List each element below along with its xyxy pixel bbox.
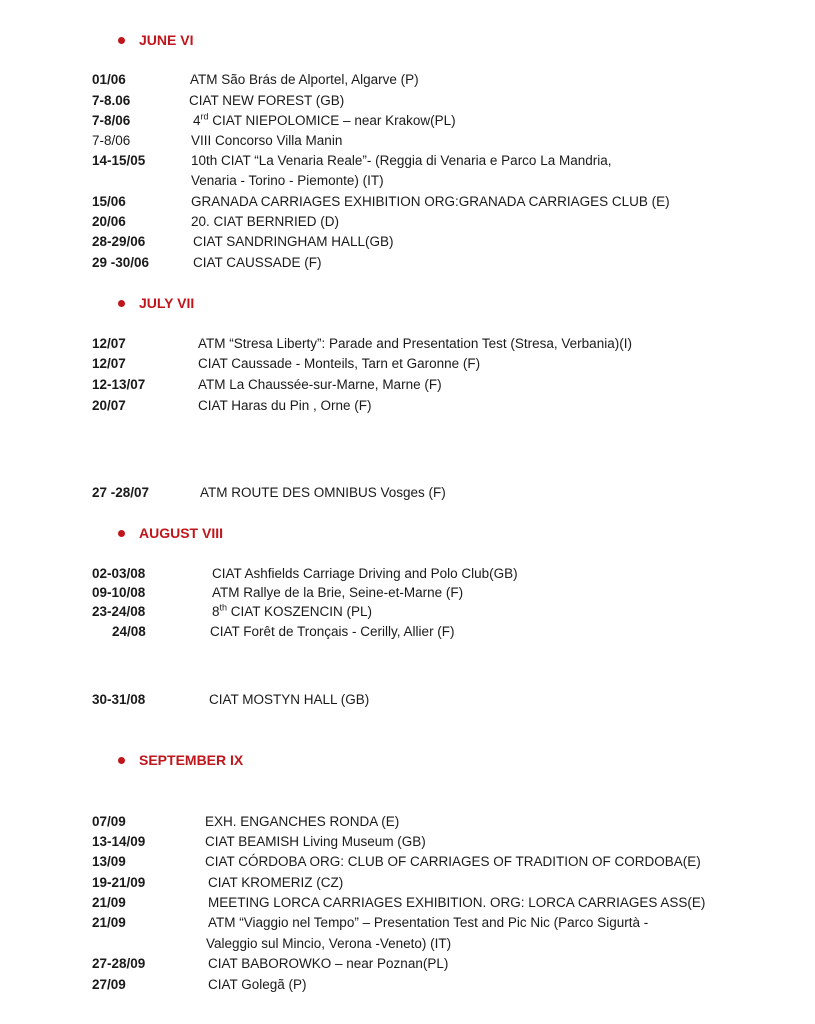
event-date: 01/06: [92, 72, 126, 87]
event-date: 12-13/07: [92, 377, 146, 392]
event-text: CIAT Ashfields Carriage Driving and Polo Club(GB): [212, 566, 518, 581]
event-text: CIAT Caussade - Monteils, Tarn et Garonne (F): [198, 356, 481, 371]
month-heading-september: SEPTEMBER IX: [118, 752, 243, 768]
bullet-icon: [118, 37, 125, 44]
month-heading-june: JUNE VI: [118, 32, 193, 48]
bullet-icon: [118, 300, 125, 307]
event-text: CIAT BABOROWKO – near Poznan(PL): [208, 956, 449, 971]
event-text: 20. CIAT BERNRIED (D): [191, 214, 340, 229]
event-text: 8th CIAT KOSZENCIN (PL): [212, 602, 373, 619]
event-date: 24/08: [112, 624, 146, 639]
event-date: 27-28/09: [92, 956, 146, 971]
event-text: ATM “Viaggio nel Tempo” – Presentation Test and Pic Nic (Parco Sigurtà -: [208, 915, 649, 930]
event-text: ATM “Stresa Liberty”: Parade and Presentation Test (Stresa, Verbania)(I): [198, 336, 632, 351]
event-text: VIII Concorso Villa Manin: [191, 133, 343, 148]
event-date: 12/07: [92, 336, 126, 351]
event-date: 27/09: [92, 977, 126, 992]
event-date: 28-29/06: [92, 234, 146, 249]
event-text: ATM Rallye de la Brie, Seine-et-Marne (F): [212, 585, 464, 600]
event-text: CIAT KROMERIZ (CZ): [208, 875, 344, 890]
event-text: CIAT CAUSSADE (F): [193, 255, 322, 270]
event-text: CIAT BEAMISH Living Museum (GB): [205, 834, 426, 849]
event-text: EXH. ENGANCHES RONDA (E): [205, 814, 400, 829]
event-date: 21/09: [92, 895, 126, 910]
event-text: CIAT SANDRINGHAM HALL(GB): [193, 234, 394, 249]
event-date: 20/06: [92, 214, 126, 229]
event-date: 19-21/09: [92, 875, 146, 890]
event-text: MEETING LORCA CARRIAGES EXHIBITION. ORG: LORCA CARRIAGES ASS(E): [208, 895, 706, 910]
event-date: 20/07: [92, 398, 126, 413]
event-date: 7-8/06: [92, 113, 131, 128]
event-text: 4rd CIAT NIEPOLOMICE – near Krakow(PL): [193, 111, 456, 128]
event-text: ATM La Chaussée-sur-Marne, Marne (F): [198, 377, 442, 392]
month-heading-july: JULY VII: [118, 295, 194, 311]
event-date: 7-8/06: [92, 133, 131, 148]
event-date: 13/09: [92, 854, 126, 869]
bullet-icon: [118, 530, 125, 537]
month-heading-august: AUGUST VIII: [118, 525, 223, 541]
event-date: 23-24/08: [92, 604, 146, 619]
event-text: CIAT Forêt de Tronçais - Cerilly, Allier (F): [210, 624, 455, 639]
event-text: GRANADA CARRIAGES EXHIBITION ORG:GRANADA CARRIAGES CLUB (E): [191, 194, 670, 209]
event-text: ATM ROUTE DES OMNIBUS Vosges (F): [200, 485, 446, 500]
event-date: 12/07: [92, 356, 126, 371]
event-date: 29 -30/06: [92, 255, 150, 270]
event-text: Venaria - Torino - Piemonte) (IT): [191, 173, 384, 188]
event-text: CIAT NEW FOREST (GB): [189, 93, 345, 108]
event-date: 30-31/08: [92, 692, 146, 707]
event-date: 14-15/05: [92, 153, 146, 168]
event-date: 09-10/08: [92, 585, 146, 600]
event-text: CIAT Haras du Pin , Orne (F): [198, 398, 372, 413]
event-text: Valeggio sul Mincio, Verona -Veneto) (IT): [206, 936, 452, 951]
event-date: 7-8.06: [92, 93, 131, 108]
event-text: CIAT Golegã (P): [208, 977, 307, 992]
event-text: ATM São Brás de Alportel, Algarve (P): [190, 72, 419, 87]
event-text: 10th CIAT “La Venaria Reale”- (Reggia di Venaria e Parco La Mandria,: [191, 153, 612, 168]
event-date: 27 -28/07: [92, 485, 150, 500]
event-date: 02-03/08: [92, 566, 146, 581]
event-date: 07/09: [92, 814, 126, 829]
event-text: CIAT CÓRDOBA ORG: CLUB OF CARRIAGES OF TRADITION OF CORDOBA(E): [205, 854, 701, 869]
bullet-icon: [118, 757, 125, 764]
event-date: 21/09: [92, 915, 126, 930]
event-text: CIAT MOSTYN HALL (GB): [209, 692, 370, 707]
event-date: 15/06: [92, 194, 126, 209]
event-date: 13-14/09: [92, 834, 146, 849]
